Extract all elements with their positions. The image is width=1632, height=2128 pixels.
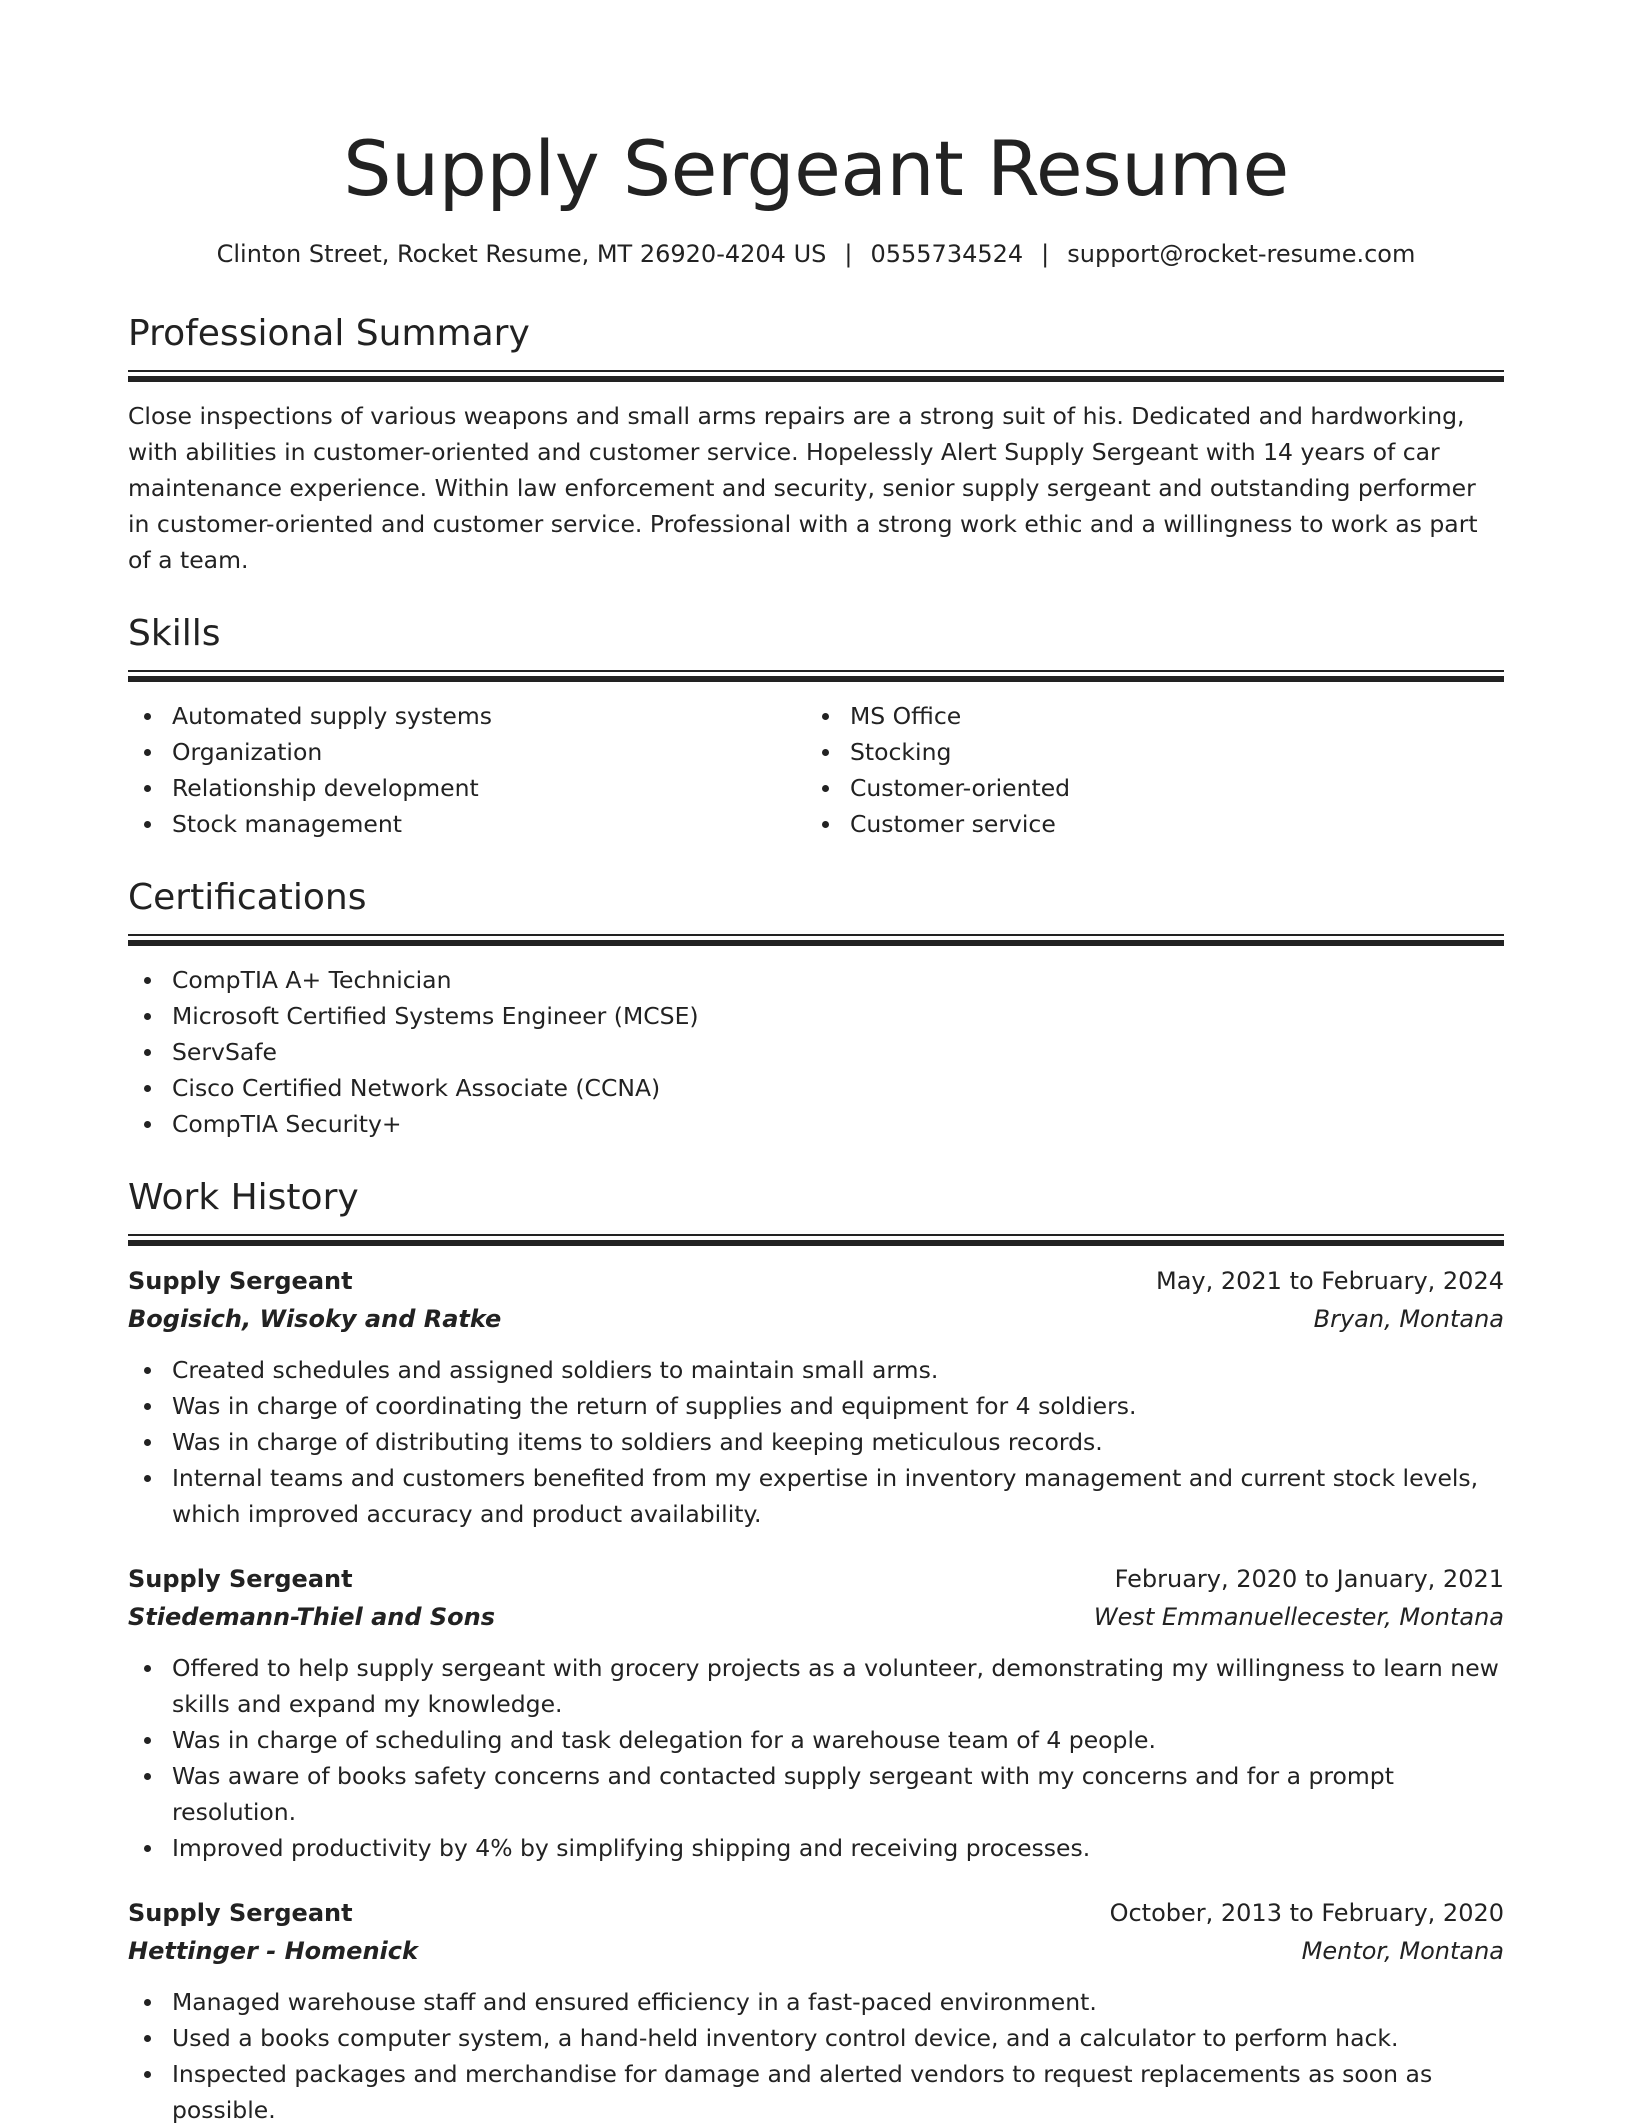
job-bullets xyxy=(128,1352,1504,1532)
skill-item: Stocking xyxy=(850,734,1484,770)
contact-separator: | xyxy=(1041,240,1050,268)
skills-grid xyxy=(128,698,1504,842)
job-company: Bogisich, Wisoky and Ratke xyxy=(128,1305,502,1333)
job-header xyxy=(128,1560,1504,1598)
skills-list-right xyxy=(806,698,1484,842)
skills-column-right xyxy=(806,698,1484,842)
skill-item: MS Office xyxy=(850,698,1484,734)
contact-email: support@rocket-resume.com xyxy=(1067,240,1416,268)
job-company: Stiedemann-Thiel and Sons xyxy=(128,1603,496,1631)
job-bullet: Used a books computer system, a hand-held inventory control device, and a calculator to perform hack. xyxy=(172,2020,1504,2056)
job-location: Bryan, Montana xyxy=(1313,1305,1504,1333)
job-company: Hettinger - Homenick xyxy=(128,1937,418,1965)
job-title: Supply Sergeant xyxy=(128,1565,353,1593)
job-location: West Emmanuellecester, Montana xyxy=(1093,1603,1504,1631)
certifications-section xyxy=(128,876,1504,1142)
work-history-section xyxy=(128,1176,1504,2128)
skill-item: Stock management xyxy=(172,806,806,842)
skills-column-left xyxy=(128,698,806,842)
section-title-summary: Professional Summary xyxy=(128,313,530,354)
job-header xyxy=(128,1262,1504,1300)
skill-item: Relationship development xyxy=(172,770,806,806)
contact-phone: 0555734524 xyxy=(870,240,1024,268)
section-divider xyxy=(128,670,1504,682)
certification-item: ServSafe xyxy=(172,1034,1504,1070)
job-location: Mentor, Montana xyxy=(1301,1937,1504,1965)
job-bullet: Created schedules and assigned soldiers to maintain small arms. xyxy=(172,1352,1504,1388)
job-entry xyxy=(128,1262,1504,1532)
section-divider xyxy=(128,370,1504,382)
job-dates: May, 2021 to February, 2024 xyxy=(1156,1267,1504,1295)
certification-item: Cisco Certified Network Associate (CCNA) xyxy=(172,1070,1504,1106)
contact-address: Clinton Street, Rocket Resume, MT 26920-4204 US xyxy=(216,240,827,268)
summary-text: Close inspections of various weapons and small arms repairs are a strong suit of his. Dedicated and hardworking, with abilities in customer-oriented and customer service. Hopelessly Alert Supply Sergeant with 14 years of car maintenance experience. Within law enforcement and security, senior supply sergeant and outstanding performer in customer-oriented and customer service. Professional with a strong work ethic and a willingness to work as part of a team. xyxy=(128,402,1478,574)
certification-item: Microsoft Certified Systems Engineer (MCSE) xyxy=(172,998,1504,1034)
job-entry xyxy=(128,1894,1504,2128)
job-bullets xyxy=(128,1984,1504,2128)
job-dates: October, 2013 to February, 2020 xyxy=(1109,1899,1504,1927)
job-subheader xyxy=(128,1932,1504,1970)
job-bullet: Inspected packages and merchandise for damage and alerted vendors to request replacements as soon as possible. xyxy=(172,2056,1504,2128)
job-entry xyxy=(128,1560,1504,1866)
section-title-work-history: Work History xyxy=(128,1177,359,1218)
job-bullet: Was in charge of distributing items to soldiers and keeping meticulous records. xyxy=(172,1424,1504,1460)
contact-line xyxy=(128,238,1504,270)
job-subheader xyxy=(128,1300,1504,1338)
job-bullet: Internal teams and customers benefited from my expertise in inventory management and current stock levels, which improved accuracy and product availability. xyxy=(172,1460,1504,1532)
job-bullet: Managed warehouse staff and ensured efficiency in a fast-paced environment. xyxy=(172,1984,1504,2020)
job-subheader xyxy=(128,1598,1504,1636)
job-title: Supply Sergeant xyxy=(128,1267,353,1295)
job-dates: February, 2020 to January, 2021 xyxy=(1114,1565,1504,1593)
skill-item: Automated supply systems xyxy=(172,698,806,734)
job-bullets xyxy=(128,1650,1504,1866)
job-header xyxy=(128,1894,1504,1932)
section-divider xyxy=(128,1234,1504,1246)
skill-item: Organization xyxy=(172,734,806,770)
contact-separator: | xyxy=(844,240,853,268)
job-title: Supply Sergeant xyxy=(128,1899,353,1927)
certifications-list xyxy=(128,962,1504,1142)
certification-item: CompTIA Security+ xyxy=(172,1106,1504,1142)
section-title-certifications: Certifications xyxy=(128,877,367,918)
resume-page xyxy=(128,0,1504,2128)
section-divider xyxy=(128,934,1504,946)
skills-list-left xyxy=(128,698,806,842)
skill-item: Customer-oriented xyxy=(850,770,1484,806)
job-bullet: Improved productivity by 4% by simplifying shipping and receiving processes. xyxy=(172,1830,1504,1866)
skills-section xyxy=(128,612,1504,842)
job-bullet: Was in charge of coordinating the return of supplies and equipment for 4 soldiers. xyxy=(172,1388,1504,1424)
job-bullet: Was aware of books safety concerns and contacted supply sergeant with my concerns and for a prompt resolution. xyxy=(172,1758,1504,1830)
certification-item: CompTIA A+ Technician xyxy=(172,962,1504,998)
resume-title: Supply Sergeant Resume xyxy=(343,124,1289,213)
summary-section xyxy=(128,312,1504,578)
job-bullet: Offered to help supply sergeant with grocery projects as a volunteer, demonstrating my willingness to learn new skills and expand my knowledge. xyxy=(172,1650,1504,1722)
job-bullet: Was in charge of scheduling and task delegation for a warehouse team of 4 people. xyxy=(172,1722,1504,1758)
skill-item: Customer service xyxy=(850,806,1484,842)
section-title-skills: Skills xyxy=(128,613,221,654)
